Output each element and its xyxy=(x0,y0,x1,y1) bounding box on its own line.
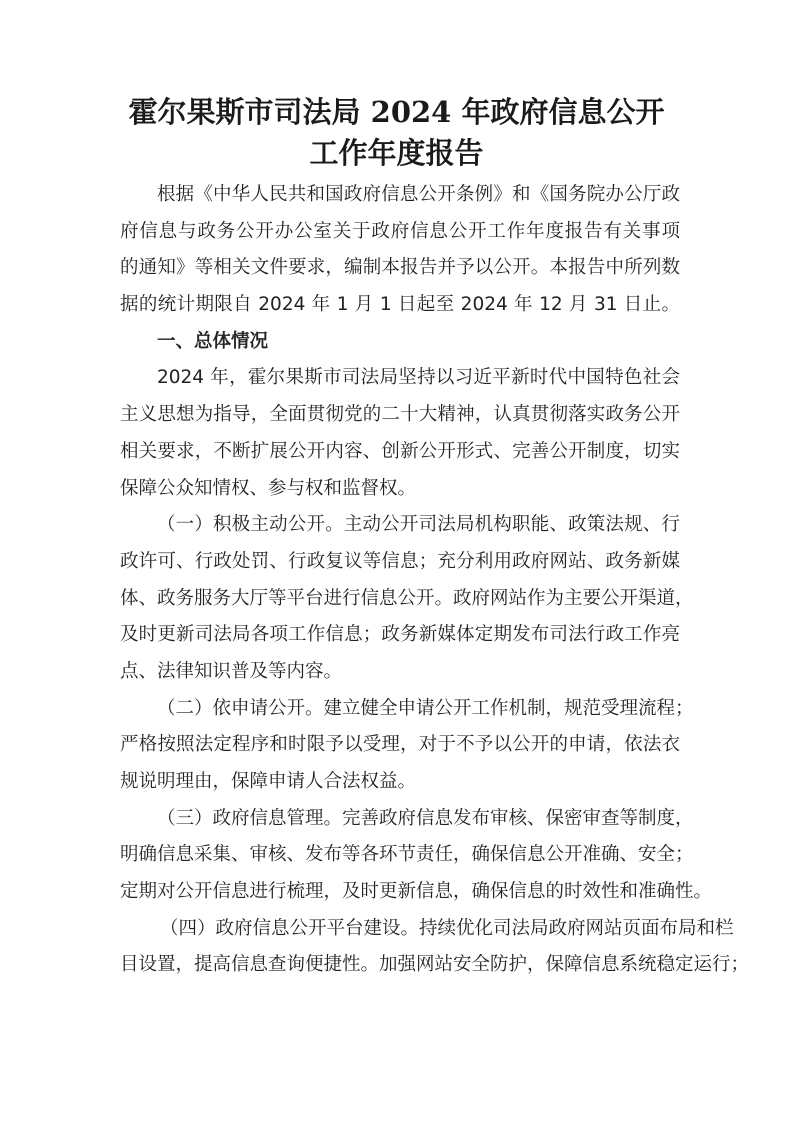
paragraph-line: 保障公众知情权、参与权和监督权。 xyxy=(120,477,417,499)
paragraph-line: 政许可、行政处罚、行政复议等信息；充分利用政府网站、政务新媒 xyxy=(120,550,680,572)
intro-paragraph xyxy=(120,177,680,324)
paragraph-line: （四）政府信息公开平台建设。持续优化司法局政府网站页面布局和栏 xyxy=(160,917,734,939)
paragraph-line: 根据《中华人民共和国政府信息公开条例》和《国务院办公厅政 xyxy=(157,184,680,205)
paragraph-line: （二）依申请公开。建立健全申请公开工作机制，规范受理流程； xyxy=(157,697,694,719)
paragraph-line: 明确信息采集、审核、发布等各环节责任，确保信息公开准确、安全； xyxy=(120,844,694,866)
title-line: 霍尔果斯市司法局 2024 年政府信息公开 xyxy=(128,95,665,129)
paragraph-line: 体、政务服务大厅等平台进行信息公开。政府网站作为主要公开渠道， xyxy=(120,587,694,609)
paragraph-line: 的通知》等相关文件要求，编制本报告并予以公开。本报告中所列数 xyxy=(120,257,680,279)
paragraph-line: 目设置，提高信息查询便捷性。加强网站安全防护，保障信息系统稳定运行； xyxy=(120,954,750,976)
subsection-paragraph xyxy=(120,801,713,911)
paragraph-line: （三）政府信息管理。完善政府信息发布审核、保密审查等制度， xyxy=(157,807,694,829)
paragraph-line: 点、法律知识普及等内容。 xyxy=(120,660,343,682)
paragraph-line: 相关要求，不断扩展公开内容、创新公开形式、完善公开制度，切实 xyxy=(120,440,680,462)
document-body xyxy=(120,177,750,984)
paragraph-line: 据的统计期限自 2024 年 1 月 1 日起至 2024 年 12 月 31 日止。 xyxy=(120,294,680,316)
paragraph-line: 规说明理由，保障申请人合法权益。 xyxy=(120,771,417,792)
paragraph-line: 及时更新司法局各项工作信息；政务新媒体定期发布司法行政工作亮 xyxy=(120,624,680,646)
paragraph-line: 严格按照法定程序和时限予以受理，对于不予以公开的申请，依法衣 xyxy=(120,734,680,756)
paragraph-line: 定期对公开信息进行梳理，及时更新信息，确保信息的时效性和准确性。 xyxy=(120,881,713,903)
subsection-paragraph xyxy=(120,507,694,690)
paragraph-line: 主义思想为指导，全面贯彻党的二十大精神，认真贯彻落实政务公开 xyxy=(120,404,680,426)
paragraph-line: 2024 年，霍尔果斯市司法局坚持以习近平新时代中国特色社会 xyxy=(157,367,680,389)
title-line: 工作年度报告 xyxy=(309,136,484,170)
subsection-paragraph xyxy=(120,691,694,801)
section-heading xyxy=(120,324,680,361)
subsection-paragraph xyxy=(120,911,750,984)
paragraph-line: 府信息与政务公开办公室关于政府信息公开工作年度报告有关事项 xyxy=(120,220,680,242)
overview-paragraph xyxy=(120,360,680,507)
paragraph-line: （一）积极主动公开。主动公开司法局机构职能、政策法规、行 xyxy=(157,514,680,536)
heading-line: 一、总体情况 xyxy=(157,330,269,352)
document-title xyxy=(100,92,693,174)
